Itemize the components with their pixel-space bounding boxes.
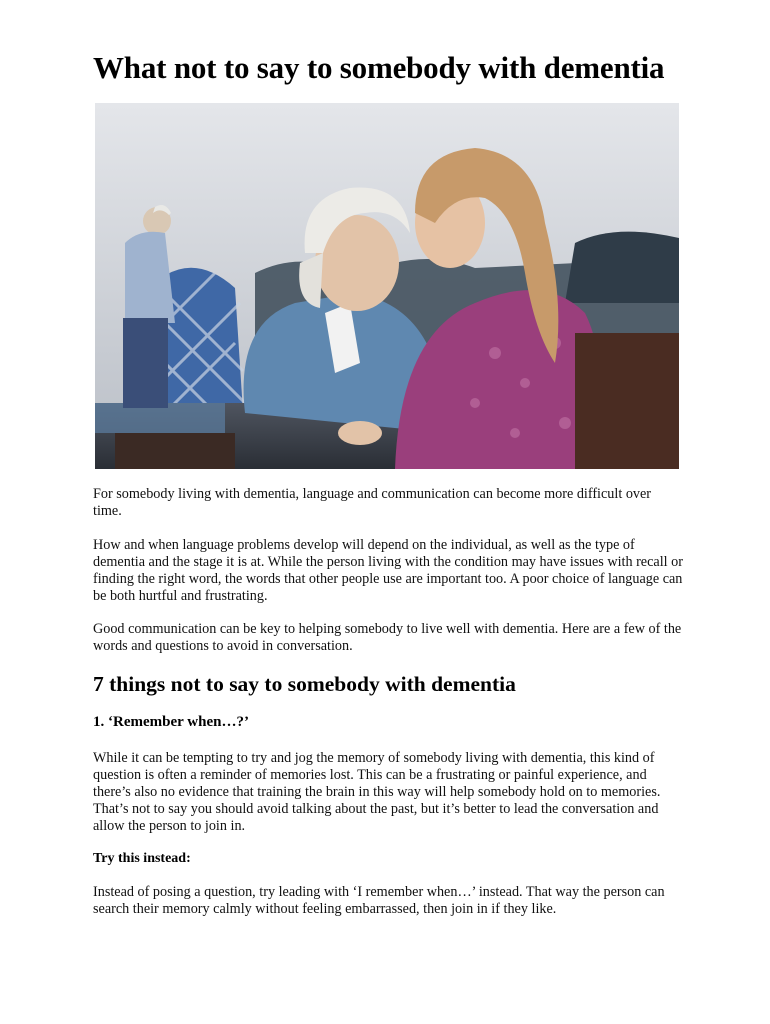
item-1-body: While it can be tempting to try and jog the memory of somebody living with dementia, this kind of question is often a reminder of memories lost. This can be a frustrating or painful experience, and there’s also no evidence that training the brain in this way will help somebody hold on to memories. That’s not to say you should avoid talking about the past, but it’s better to lead the conversation and allow the person to join in. xyxy=(93,750,661,834)
item-1-heading: 1. ‘Remember when…?’ xyxy=(93,714,249,730)
section-heading: 7 things not to say to somebody with dementia xyxy=(93,672,516,696)
page-title: What not to say to somebody with dementia xyxy=(93,50,665,85)
intro-paragraph-3: Good communication can be key to helping somebody to live well with dementia. Here are a few of the words and questions to avoid in conversation. xyxy=(93,621,682,654)
intro-paragraph-1: For somebody living with dementia, language and communication can become more difficult over time. xyxy=(93,486,652,519)
photo-illustration xyxy=(95,103,679,469)
intro-paragraph-2: How and when language problems develop will depend on the individual, as well as the type of dementia and the stage it is at. While the person living with the condition may have issues with recall or finding the right word, the words that other people use are important too. A poor choice of language can be both hurtful and frustrating. xyxy=(93,537,683,604)
try-instead-body: Instead of posing a question, try leading with ‘I remember when…’ instead. That way the person can search their memory calmly without feeling embarrassed, then join in if they like. xyxy=(93,884,665,917)
try-instead-heading: Try this instead: xyxy=(93,851,191,866)
article-photo xyxy=(95,103,679,469)
